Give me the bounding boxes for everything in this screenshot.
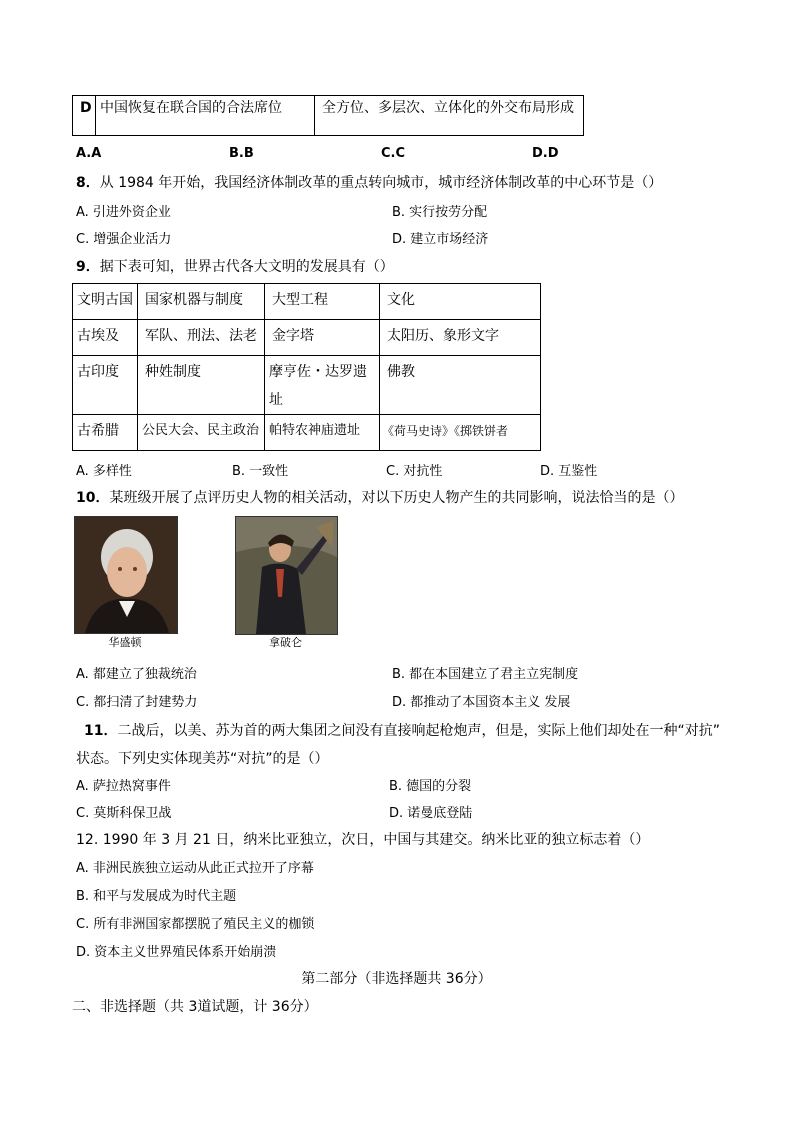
row-d-label: D	[80, 100, 92, 116]
table-cell: 种姓制度	[145, 364, 201, 380]
civilization-table	[72, 283, 541, 451]
q8-option-d[interactable]: D. 建立市场经济	[392, 232, 489, 247]
table-row	[73, 415, 541, 451]
q11-option-c[interactable]: C. 莫斯科保卫战	[76, 806, 172, 821]
table-cell: 公民大会、民主政治	[142, 423, 260, 438]
napoleon-caption: 拿破仑	[269, 636, 302, 649]
table-row	[73, 356, 541, 415]
table-cell: 《荷马史诗》《掷铁饼者	[382, 424, 509, 438]
row-d-col2: 全方位、多层次、立体化的外交布局形成	[322, 100, 574, 116]
table-cell: 古希腊	[77, 423, 119, 439]
q7-option-b[interactable]: B.B	[229, 146, 254, 161]
q7-option-d[interactable]: D.D	[532, 146, 559, 161]
q8-option-c[interactable]: C. 增强企业活力	[76, 232, 172, 247]
table-row	[73, 320, 541, 356]
q9-number: 9．	[76, 259, 100, 275]
table-cell: 帕特农神庙遗址	[269, 423, 361, 438]
q10-option-a[interactable]: A. 都建立了独裁统治	[76, 667, 197, 682]
table-cell: 摩亨佐・达罗遗址	[269, 364, 367, 408]
q9-question	[76, 256, 394, 276]
q12-option-a[interactable]: A. 非洲民族独立运动从此正式拉开了序幕	[76, 861, 314, 876]
q11-text-line1: 二战后，以美、苏为首的两大集团之间没有直接响起枪炮声，但是，实际上他们却处在一种“对抗”	[117, 723, 720, 739]
q7-option-a[interactable]: A.A	[76, 146, 102, 161]
part2-heading: 第二部分（非选择题共 36分）	[301, 971, 492, 987]
table-header: 国家机器与制度	[145, 292, 243, 308]
q9-option-b[interactable]: B. 一致性	[232, 464, 289, 479]
q8-option-b[interactable]: B. 实行按劳分配	[392, 205, 488, 220]
row-d-col1-cell	[96, 96, 315, 136]
table-cell: 古埃及	[77, 328, 119, 344]
q9-option-c[interactable]: C. 对抗性	[386, 464, 443, 479]
q11-question-line1	[84, 720, 720, 740]
q9-option-a[interactable]: A. 多样性	[76, 464, 132, 479]
q11-option-b[interactable]: B. 德国的分裂	[389, 779, 472, 794]
q11-text-line2: 状态。下列史实体现美苏“对抗”的是（）	[76, 751, 329, 767]
washington-portrait-icon	[74, 516, 178, 634]
q7-option-c[interactable]: C.C	[381, 146, 406, 161]
q12-option-b[interactable]: B. 和平与发展成为时代主题	[76, 889, 237, 904]
table-cell: 古印度	[77, 364, 119, 380]
q10-option-c[interactable]: C. 都扫清了封建势力	[76, 695, 198, 710]
table-header: 文化	[387, 292, 415, 308]
q8-text: 从 1984 年开始，我国经济体制改革的重点转向城市，城市经济体制改革的中心环节是（）	[99, 175, 663, 191]
table-header: 文明古国	[77, 292, 133, 308]
q11-number: 11．	[84, 723, 118, 739]
napoleon-portrait-icon	[235, 516, 338, 635]
section2-heading: 二、非选择题（共 3道试题，计 36分）	[72, 999, 318, 1015]
table-cell: 太阳历、象形文字	[387, 328, 499, 344]
q8-option-a[interactable]: A. 引进外资企业	[76, 205, 171, 220]
row-d-col2-cell	[315, 96, 584, 136]
q8-number: 8．	[76, 175, 100, 191]
q11-option-a[interactable]: A. 萨拉热窝事件	[76, 779, 171, 794]
q9-option-d[interactable]: D. 互鉴性	[540, 464, 598, 479]
table-header: 大型工程	[272, 292, 328, 308]
q10-number: 10．	[76, 490, 110, 506]
q9-text: 据下表可知，世界古代各大文明的发展具有（）	[99, 259, 394, 275]
q12-option-c[interactable]: C. 所有非洲国家都摆脱了殖民主义的枷锁	[76, 917, 315, 932]
q8-question	[76, 172, 662, 192]
q10-option-d[interactable]: D. 都推动了本国资本主义 发展	[392, 695, 571, 710]
q12-option-d[interactable]: D. 资本主义世界殖民体系开始崩溃	[76, 945, 277, 960]
q10-question	[76, 487, 683, 507]
row-d-col1: 中国恢复在联合国的合法席位	[100, 100, 282, 116]
q12-question: 12. 1990 年 3 月 21 日，纳米比亚独立，次日，中国与其建交。纳米比亚的独立标志着（）	[76, 832, 650, 848]
table-cell: 军队、刑法、法老	[145, 328, 257, 344]
row-d-label-cell	[73, 96, 96, 136]
table-cell: 金字塔	[272, 328, 314, 344]
table-cell: 佛教	[387, 364, 415, 380]
q10-option-b[interactable]: B. 都在本国建立了君主立宪制度	[392, 667, 579, 682]
q11-option-d[interactable]: D. 诺曼底登陆	[389, 806, 473, 821]
answer-table-row-d	[72, 95, 584, 136]
washington-caption: 华盛顿	[108, 636, 142, 649]
q10-text: 某班级开展了点评历史人物的相关活动，对以下历史人物产生的共同影响，说法恰当的是（）	[109, 490, 684, 506]
table-header-row	[73, 284, 541, 320]
